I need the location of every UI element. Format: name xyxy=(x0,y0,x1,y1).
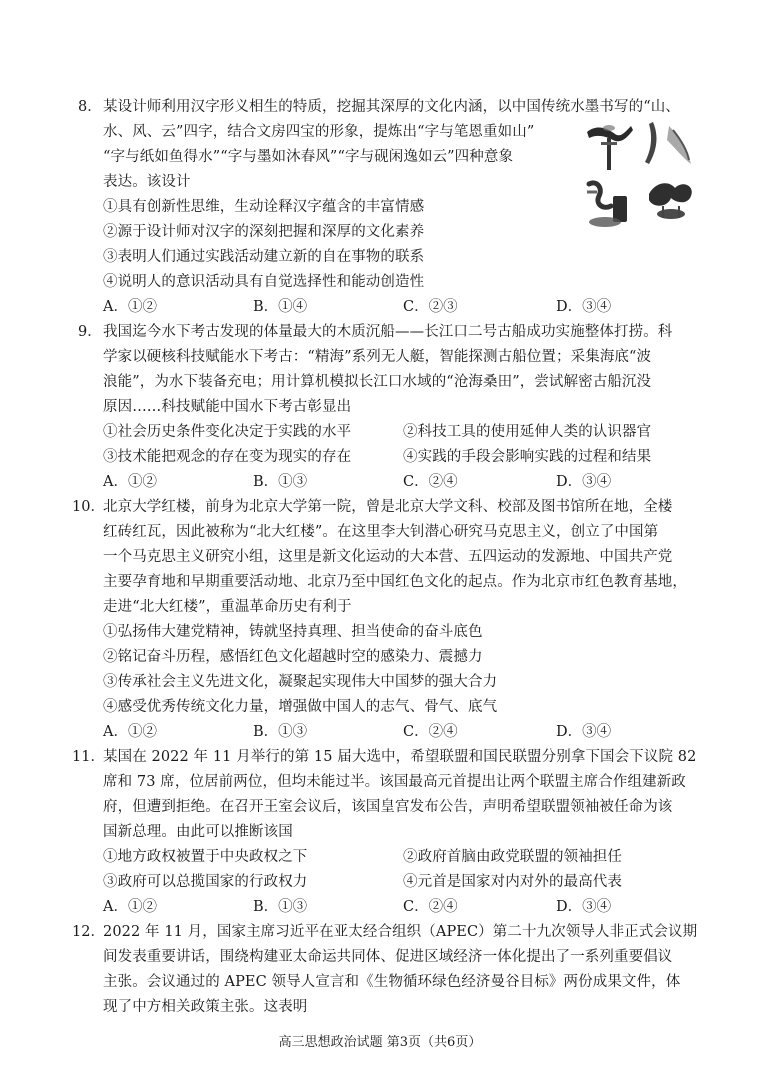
q9-option-a: A．①② xyxy=(103,474,157,490)
q8-item-2: ②源于设计师对汉字的深刻把握和深厚的文化素养 xyxy=(103,224,425,240)
q10-option-b: B．①③ xyxy=(253,724,308,740)
q10-item-2: ②铭记奋斗历程，感悟红色文化超越时空的感染力、震撼力 xyxy=(103,649,483,665)
page-footer: 高三思想政治试题 第3页（共6页） xyxy=(278,1035,482,1050)
q10-stem-line-2: 红砖红瓦，因此被称为“北大红楼”。在这里李大钊潜心研究马克思主义，创立了中国第 xyxy=(103,524,659,540)
q10-stem-line-5: 走进“北大红楼”，重温革命历史有利于 xyxy=(103,599,352,615)
q8-number: 8． xyxy=(78,99,102,115)
q10-option-a: A．①② xyxy=(103,724,157,740)
q11-option-d: D．③④ xyxy=(556,899,612,915)
q9-stem-line-3: 浪能”，为水下装备充电；用计算机模拟长江口水域的“沧海桑田”，尝试解密古船沉没 xyxy=(103,374,652,390)
q10-option-d: D．③④ xyxy=(556,724,612,740)
q8-item-3: ③表明人们通过实践活动建立新的自在事物的联系 xyxy=(103,249,425,265)
q11-stem-line-3: 府，但遭到拒绝。在召开王室会议后，该国皇宫发布公告，声明希望联盟领袖被任命为该 xyxy=(103,799,673,815)
q10-item-3: ③传承社会主义先进文化，凝聚起实现伟大中国梦的强大合力 xyxy=(103,674,498,690)
q8-stem-line-2: 水、风、云”四字，结合文房四宝的形象，提炼出“字与笔恩重如山” xyxy=(103,124,535,140)
q8-stem-line-3: “字与纸如鱼得水”“字与墨如沐春风”“字与砚闲逸如云”四种意象 xyxy=(103,149,514,165)
q10-stem-line-1: 北京大学红楼，前身为北京大学第一院，曾是北京大学文科、校部及图书馆所在地，全楼 xyxy=(103,499,673,515)
q10-number: 10． xyxy=(72,499,105,515)
ink-calligraphy-illustration xyxy=(583,118,698,233)
q11-option-c: C．②④ xyxy=(403,899,458,915)
q10-item-4: ④感受优秀传统文化力量，增强做中国人的志气、骨气、底气 xyxy=(103,699,498,715)
q10-item-1: ①弘扬伟大建党精神，铸就坚持真理、担当使命的奋斗底色 xyxy=(103,624,483,640)
q10-stem-line-3: 一个马克思主义研究小组，这里是新文化运动的大本营、五四运动的发源地、中国共产党 xyxy=(103,549,673,565)
q11-option-b: B．①③ xyxy=(253,899,308,915)
q8-option-d: D．③④ xyxy=(556,299,612,315)
q11-item-1: ①地方政权被置于中央政权之下 xyxy=(103,849,308,865)
q9-item-3: ③技术能把观念的存在变为现实的存在 xyxy=(103,449,352,465)
q11-item-3: ③政府可以总揽国家的行政权力 xyxy=(103,874,308,890)
q12-number: 12． xyxy=(72,924,105,940)
q8-item-4: ④说明人的意识活动具有自觉选择性和能动创造性 xyxy=(103,274,425,290)
q11-number: 11． xyxy=(72,749,105,765)
q11-item-2: ②政府首脑由政党联盟的领袖担任 xyxy=(403,849,622,865)
q9-option-b: B．①③ xyxy=(253,474,308,490)
q11-option-a: A．①② xyxy=(103,899,157,915)
q8-option-a: A．①② xyxy=(103,299,157,315)
q11-stem-line-4: 国新总理。由此可以推断该国 xyxy=(103,824,293,840)
q9-option-c: C．②④ xyxy=(403,474,458,490)
q12-stem-line-4: 现了中方相关政策主张。这表明 xyxy=(103,999,308,1015)
q12-stem-line-2: 间发表重要讲话，围绕构建亚太命运共同体、促进区域经济一体化提出了一系列重要倡议 xyxy=(103,949,673,965)
q8-option-c: C．②③ xyxy=(403,299,458,315)
q8-option-b: B．①④ xyxy=(253,299,308,315)
q11-stem-line-2: 席和 73 席，位居前两位，但均未能过半。该国最高元首提出让两个联盟主席合作组建新政 xyxy=(103,774,686,790)
q9-item-4: ④实践的手段会影响实践的过程和结果 xyxy=(403,449,652,465)
q9-stem-line-2: 学家以硬核科技赋能水下考古：“精海”系列无人艇，智能探测古船位置；采集海底“波 xyxy=(103,349,652,365)
q8-item-1: ①具有创新性思维，生动诠释汉字蕴含的丰富情感 xyxy=(103,199,425,215)
q10-option-c: C．②④ xyxy=(403,724,458,740)
q9-number: 9． xyxy=(78,324,102,340)
q9-stem-line-1: 我国迄今水下考古发现的体量最大的木质沉船——长江口二号古船成功实施整体打捞。科 xyxy=(103,324,673,340)
q9-option-d: D．③④ xyxy=(556,474,612,490)
q11-item-4: ④元首是国家对内对外的最高代表 xyxy=(403,874,622,890)
q9-stem-line-4: 原因……科技赋能中国水下考古彰显出 xyxy=(103,399,352,415)
q8-stem-line-4: 表达。该设计 xyxy=(103,174,191,190)
q9-item-1: ①社会历史条件变化决定于实践的水平 xyxy=(103,424,352,440)
q12-stem-line-1: 2022 年 11 月，国家主席习近平在亚太经合组织（APEC）第二十九次领导人非正式会议期 xyxy=(103,924,698,940)
q11-stem-line-1: 某国在 2022 年 11 月举行的第 15 届大选中，希望联盟和国民联盟分别拿下国会下议院 82 xyxy=(103,749,697,765)
q9-item-2: ②科技工具的使用延伸人类的认识器官 xyxy=(403,424,652,440)
q8-stem-line-1: 某设计师利用汉字形义相生的特质，挖掘其深厚的文化内涵，以中国传统水墨书写的“山、 xyxy=(103,99,680,115)
q10-stem-line-4: 主要孕育地和早期重要活动地、北京乃至中国红色文化的起点。作为北京市红色教育基地， xyxy=(103,574,687,590)
q12-stem-line-3: 主张。会议通过的 APEC 领导人宣言和《生物循环绿色经济曼谷目标》两份成果文件，体 xyxy=(103,974,681,990)
